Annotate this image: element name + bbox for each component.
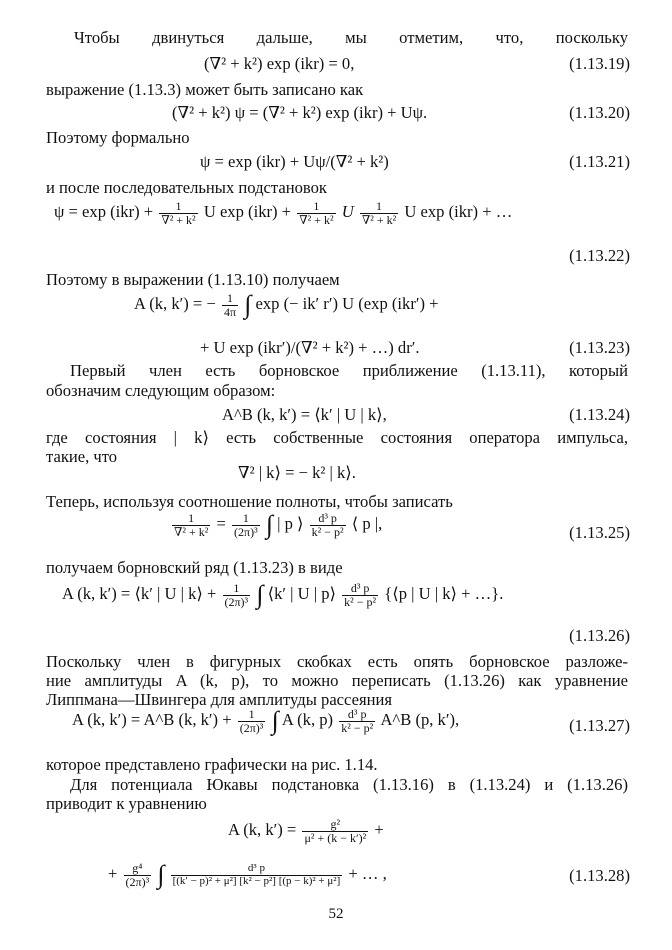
text-line: где состояния | k⟩ есть собственные состояния оператора импульса,	[46, 428, 628, 447]
equation: A (k, k′) = ⟨k′ | U | k⟩ + $\frac{1}{\text{(2π)³}}$ ∫ ⟨k′ | U | p⟩ $\frac{\text{d³ p}}{\text{k² − p²}}$ {⟨p | U | k⟩ + …}.	[62, 580, 504, 610]
page-number: 52	[328, 906, 344, 922]
text-line: Поскольку член в фигурных скобках есть опять борновское разложе-	[46, 652, 628, 671]
equation-number: (1.13.24)	[569, 405, 630, 424]
equation-number: (1.13.19)	[569, 54, 630, 73]
text-line: и после последовательных подстановок	[46, 178, 327, 197]
text-line: такие, что	[46, 447, 118, 466]
integral-sign: ∫	[256, 580, 264, 610]
fraction: $\frac{1}{\text{(2π)³}}$	[224, 581, 249, 609]
fraction: $\frac{1}{\text{(2π)³}}$	[234, 511, 258, 539]
equation: A (k, k′) = − $\frac{1}{4\pi}$ ∫ exp (− ik′ r′) U (exp (ikr′) +	[134, 290, 439, 320]
fraction: $\frac{\text{d³ p}}{\text{k² − p²}}$	[311, 511, 344, 539]
equation-number: (1.13.22)	[569, 246, 630, 265]
fraction: $\frac{\text{g²}}{\text{μ² + (k − k′)²}}$	[304, 817, 367, 845]
equation: ψ = exp (ikr) + Uψ/(∇² + k²)	[200, 152, 389, 171]
text-line: обозначим следующим образом:	[46, 381, 276, 400]
equation-number: (1.13.25)	[569, 523, 630, 542]
text-line: Поэтому формально	[46, 128, 190, 147]
text-line: Чтобы двинуться дальше, мы отметим, что, поскольку	[74, 28, 628, 47]
equation: $\frac{1}{\text{∇² + k²}}$ = $\frac{1}{\text{(2π)³}}$ ∫ | p ⟩ $\frac{\text{d³ p}}{\text{k² − p²}}$ ⟨ p |,	[174, 510, 383, 540]
integral-sign: ∫	[271, 706, 279, 736]
equation-number: (1.13.27)	[569, 716, 630, 735]
fraction: $\frac{1}{\text{∇² + k²}}$	[174, 511, 209, 539]
text-line: Поэтому в выражении (1.13.10) получаем	[46, 270, 340, 289]
text-line: которое представлено графически на рис. 1.14.	[46, 755, 378, 774]
fraction: $\frac{\text{d³ p}}{\text{[(k′ − p)² + μ²] [k² − p²] [(p − k)² + μ²]}}$	[172, 862, 341, 887]
fraction: $\frac{1}{4\pi}$	[223, 291, 237, 319]
fraction: $\frac{1}{\text{∇² + k²}}$	[161, 199, 196, 227]
equation: ∇² | k⟩ = − k² | k⟩.	[238, 463, 356, 482]
equation: (∇² + k²) ψ = (∇² + k²) exp (ikr) + Uψ.	[172, 103, 428, 122]
text-line: Для потенциала Юкавы подстановка (1.13.16) в (1.13.24) и (1.13.26)	[70, 775, 628, 794]
fraction: $\frac{1}{\text{∇² + k²}}$	[299, 199, 334, 227]
text-line: приводит к уравнению	[46, 794, 207, 813]
equation-number: (1.13.28)	[569, 866, 630, 885]
equation-number: (1.13.20)	[569, 103, 630, 122]
integral-sign: ∫	[265, 510, 273, 540]
integral-sign: ∫	[157, 860, 165, 890]
fraction: $\frac{1}{\text{(2π)³}}$	[239, 707, 264, 735]
equation: (∇² + k²) exp (ikr) = 0,	[204, 54, 355, 73]
equation-number: (1.13.21)	[569, 152, 630, 171]
fraction: $\frac{\text{g⁴}}{\text{(2π)³}}$	[125, 861, 150, 889]
fraction: $\frac{\text{d³ p}}{\text{k² − p²}}$	[344, 581, 377, 609]
text-line: ние амплитуды A (k, p), то можно переписать (1.13.26) как уравнение	[46, 671, 628, 690]
equation-number: (1.13.23)	[569, 338, 630, 357]
integral-sign: ∫	[244, 290, 252, 320]
equation: + $\frac{\text{g⁴}}{\text{(2π)³}}$ ∫ $\frac{\text{d³ p}}{\text{[(k′ − p)² + μ²] [k² − p²] [(p − k)² + μ²]}}$ + … ,	[108, 860, 387, 890]
equation: A (k, k′) = $\frac{\text{g²}}{\text{μ² + (k − k′)²}}$ +	[228, 817, 384, 845]
text-line: Теперь, используя соотношение полноты, чтобы записать	[46, 492, 453, 511]
text-line: получаем борновский ряд (1.13.23) в виде	[46, 558, 343, 577]
equation: A (k, k′) = A^B (k, k′) + $\frac{1}{\text{(2π)³}}$ ∫ A (k, p) $\frac{\text{d³ p}}{\text{k² − p²}}$ A^B (p, k′),	[72, 706, 460, 736]
text-line: Первый член есть борновское приближение (1.13.11), который	[70, 361, 628, 380]
fraction: $\frac{\text{d³ p}}{\text{k² − p²}}$	[341, 707, 374, 735]
fraction: $\frac{1}{\text{∇² + k²}}$	[361, 199, 397, 227]
equation: ψ = exp (ikr) + $\frac{1}{\text{∇² + k²}}$ U exp (ikr) + $\frac{1}{\text{∇² + k²}}$ U $\frac{1}{\text{∇² + k²}}$ U exp (ikr) + …	[54, 199, 513, 227]
equation-number: (1.13.26)	[569, 626, 630, 645]
equation: A^B (k, k′) = ⟨k′ | U | k⟩,	[222, 405, 387, 424]
text-line: Липпмана—Швингера для амплитуды рассеяния	[46, 690, 393, 709]
text-line: выражение (1.13.3) может быть записано как	[46, 80, 364, 99]
equation: + U exp (ikr′)/(∇² + k²) + …) dr′.	[200, 338, 420, 357]
